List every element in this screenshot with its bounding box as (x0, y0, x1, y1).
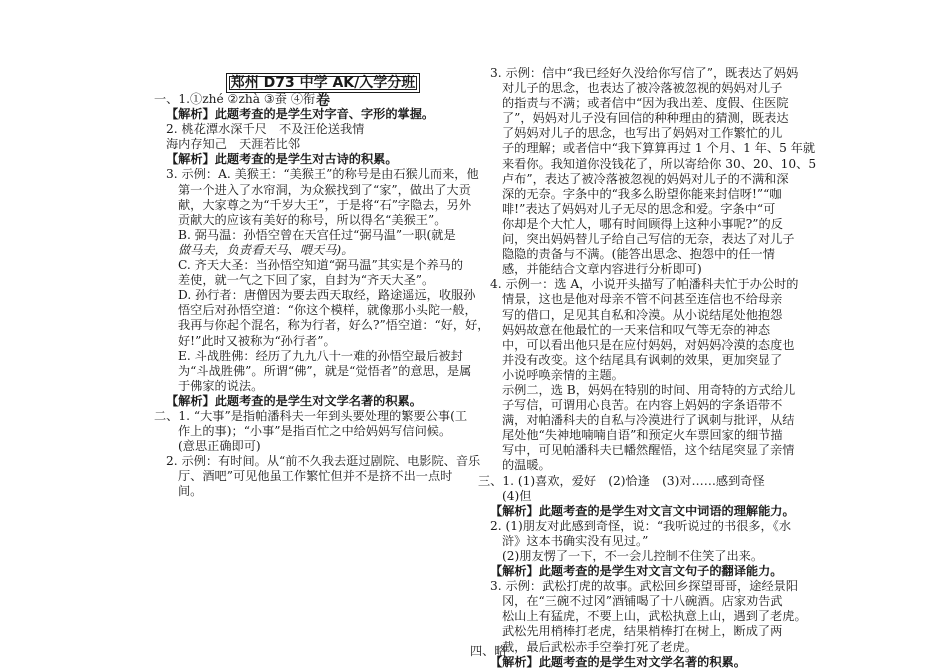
answer-line: 3. 示例：信中“我已经好久没给你写信了”，既表达了妈妈 (490, 66, 799, 80)
answer-line: 尾处他“失神地喃喃自语”和预定火车票回家的细节描 (502, 428, 783, 443)
analysis-line: 【解析】此题考查的是学生对文学名著的积累。 (490, 654, 746, 669)
analysis-line: 【解析】此题考查的是学生对文学名著的积累。 (166, 393, 422, 408)
answer-line: 3. 示例：武松打虎的故事。武松回乡探望哥哥，途经景阳 (490, 579, 799, 594)
answer-line: 第一个进入了水帘洞，为众猴找到了“家”，做出了大贡 (178, 182, 471, 197)
answer-line: 深的无奈。字条中的“我多么盼望你能来封信呀!”“咖 (502, 186, 782, 201)
answer-line: 写的借口，足见其自私和冷漠。从小说结尾处他抱怨 (502, 307, 783, 322)
answer-line: 于佛家的说法。 (178, 378, 264, 393)
answer-line: 做马夫，负责看天马、喂天马)。 (178, 242, 354, 257)
answer-line: 2. (1)朋友对此感到奇怪，说：“我听说过的书很多，《水 (490, 518, 792, 533)
section-four-line: 四、略 (470, 644, 507, 658)
answer-line: 3. 示例：A. 美猴王：“美猴王”的称号是由石猴儿而来，他 (166, 167, 479, 182)
answer-line: 示例二，选 B，妈妈在特别的时间、用奇特的方式给儿 (502, 382, 796, 397)
answer-line: 4. 示例一：选 A，小说开头描写了帕潘科夫忙于办公时的 (490, 277, 799, 292)
answer-line: 冈，在“三碗不过冈”酒铺喝了十八碗酒。店家劝告武 (502, 594, 783, 609)
analysis-line: 【解析】此题考查的是学生对字音、字形的掌握。 (166, 107, 435, 122)
answer-line: 并没有改变。这个结尾具有讽刺的效果，更加突显了 (502, 352, 783, 367)
answer-line: 了妈妈对儿子的思念，也写出了妈妈对工作繁忙的儿 (502, 126, 783, 141)
answer-line: 二、1. “大事”是指帕潘科夫一年到头要处理的繁要公事(工 (154, 408, 468, 423)
answer-line: B. 弼马温：孙悟空曾在天宫任过“弼马温”一职(就是 (178, 227, 456, 242)
answer-line: 你却是个大忙人，哪有时间顾得上这种小事呢?”的反 (502, 216, 783, 231)
answer-line: 小说呼唤亲情的主题。 (502, 367, 624, 382)
answer-line: D. 孙行者：唐僧因为要去西天取经，路途遥远，收服孙 (178, 288, 476, 303)
answer-line: 献，大家尊之为“千岁大王”，于是将“石”字隐去，另外 (178, 197, 472, 212)
answer-line: 截，最后武松赤手空拳打死了老虎。 (502, 639, 697, 654)
answer-line: 海内存知己 天涯若比邻 (166, 137, 301, 152)
answer-line: 啡!”表达了妈妈对儿子无尽的思念和爱。字条中“可 (502, 201, 776, 216)
answer-line: 间。 (178, 484, 203, 499)
answer-line: 妈妈故意在他最忙的一天来信和叹气等无奈的神态 (502, 322, 771, 337)
answer-line: (4)但 (502, 488, 532, 503)
page-title: 郑州 D73 中学 AK/入学分班卷 (226, 73, 420, 93)
answer-line: 的温暖。 (502, 458, 551, 473)
analysis-line: 【解析】此题考查的是学生对文言文中词语的理解能力。 (490, 503, 795, 518)
answer-line: 子的理解；或者信中“我下算算再过 1 个月、1 年、5 年就 (502, 141, 816, 156)
answer-line: 差使，就一气之下回了家，自封为“齐天大圣”。 (178, 273, 435, 288)
answer-line: 贡献大的应该有美好的称号，所以得名“美猴王”。 (178, 212, 447, 227)
answer-line: 浒》这本书确实没有见过。” (502, 533, 649, 548)
answer-line: 满，对帕潘科夫的自私与冷漠进行了讽刺与批评，从结 (502, 413, 795, 428)
answer-line: 武松先用梢棒打老虎，结果梢棒打在树上，断成了两 (502, 624, 783, 639)
analysis-line: 【解析】此题考查的是学生对古诗的积累。 (166, 152, 398, 167)
answer-line: 松山上有猛虎，不要上山，武松执意上山，遇到了老虎。 (502, 609, 807, 624)
answer-line: 为“斗战胜佛”。所谓“佛”，就是“觉悟者”的意思，是属 (178, 363, 472, 378)
answer-line: (2)朋友愣了一下，不一会儿控制不住笑了出来。 (502, 549, 764, 563)
answer-line: 一、1.①zhé ②zhà ③蚕 ④衔 (154, 92, 316, 106)
answer-line: 2. 桃花潭水深千尺 不及汪伦送我情 (166, 122, 365, 137)
answer-line: 卢布”，表达了被冷落被忽视的妈妈对儿子的不满和深 (502, 171, 789, 186)
answer-line: 问，突出妈妈替儿子给自己写信的无奈，表达了对儿子 (502, 232, 795, 247)
answer-line: 三、1. (1)喜欢，爱好 (2)恰逢 (3)对……感到奇怪 (478, 473, 765, 488)
answer-line: 厅、酒吧”可见他虽工作繁忙但并不是挤不出一点时 (178, 469, 453, 484)
answer-line: 好!”此时又被称为“孙行者”。 (178, 333, 336, 348)
answer-line: C. 齐天大圣：当孙悟空知道“弼马温”其实是个养马的 (178, 258, 464, 273)
left-column (154, 66, 490, 500)
answer-line: 对儿子的思念，也表达了被冷落被忽视的妈妈对儿子 (502, 81, 783, 96)
answer-line: 写中，可见帕潘科夫已幡然醒悟，这个结尾突显了亲情 (502, 443, 795, 458)
answer-line: (意思正确即可) (178, 439, 261, 454)
answer-line: 中，可以看出他只是在应付妈妈，对妈妈冷漠的态度也 (502, 337, 795, 352)
answer-line: 隐隐的责备与不满。(能答出思念、抱怨中的任一情 (502, 247, 775, 262)
answer-line: 我再与你起个混名，称为行者，好么?”悟空道：“好，好， (178, 318, 490, 333)
answer-line: 了”，妈妈对儿子没有回信的种种理由的猜测，既表达 (502, 111, 789, 126)
analysis-line: 【解析】此题考查的是学生对文言文句子的翻译能力。 (490, 564, 783, 579)
answer-line: E. 斗战胜佛：经历了九九八十一难的孙悟空最后被封 (178, 348, 463, 363)
answer-line: 情景，这也是他对母亲不管不问甚至连信也不给母亲 (502, 292, 783, 307)
answer-line: 2. 示例：有时间。从“前不久我去逛过剧院、电影院、音乐 (166, 454, 481, 469)
answer-line: 子写信，可谓用心良苦。在内容上妈妈的字条语带不 (502, 398, 783, 413)
answer-line: 悟空后对孙悟空道：“你这个模样，就像那小头陀一般， (178, 303, 477, 318)
right-column (478, 66, 817, 670)
answer-line: 感，并能结合文章内容进行分析即可) (502, 262, 702, 277)
answer-line: 作上的事)；“小事”是指百忙之中给妈妈写信问候。 (178, 424, 452, 439)
answer-line: 来看你。我知道你没钱花了，所以寄给你 30、20、10、5 (502, 156, 817, 171)
answer-line: 的指责与不满；或者信中“因为我出差、度假、住医院 (502, 96, 789, 111)
